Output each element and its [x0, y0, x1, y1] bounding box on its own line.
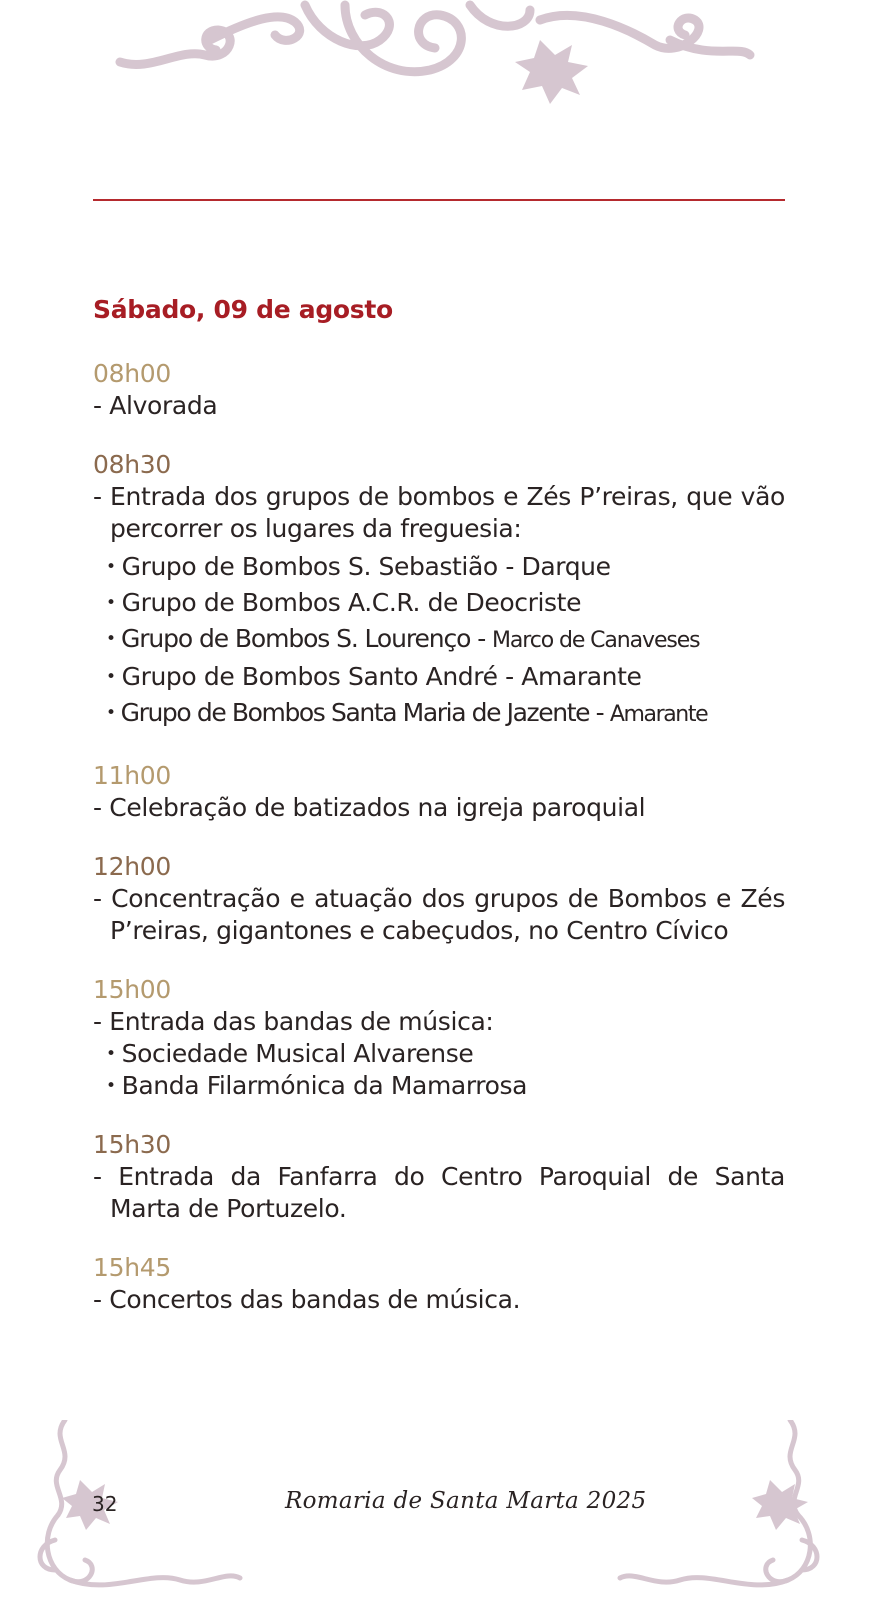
- schedule-event: [93, 974, 785, 1102]
- event-description: - Entrada da Fanfarra do Centro Paroquial de Santa Marta de Portuzelo.: [93, 1162, 785, 1223]
- event-time: 08h00: [93, 359, 171, 388]
- event-description: - Concentração e atuação dos grupos de Bombos e Zés P’reiras, gigantones e cabeçudos, no Centro Cívico: [93, 884, 785, 945]
- vine-ornament-bottom-left-icon: [30, 1420, 260, 1600]
- footer-title: Romaria de Santa Marta 2025: [285, 1488, 647, 1514]
- bands-list: [93, 1038, 785, 1102]
- list-item: • Banda Filarmónica da Mamarrosa: [106, 1070, 785, 1102]
- page-number: 32: [92, 1492, 118, 1516]
- event-description: - Entrada dos grupos de bombos e Zés P’reiras, que vão percorrer os lugares da freguesia:: [93, 482, 785, 543]
- list-item-main: Grupo de Bombos Santa Maria de Jazente -: [120, 698, 610, 727]
- schedule-event: [93, 760, 785, 824]
- schedule: [93, 358, 785, 1343]
- event-time: 15h30: [93, 1130, 171, 1159]
- event-description: - Entrada das bandas de música:: [93, 1007, 494, 1036]
- day-title: Sábado, 09 de agosto: [93, 295, 393, 324]
- list-item: • Grupo de Bombos Santo André - Amarante: [106, 659, 785, 695]
- list-item: • Grupo de Bombos S. Sebastião - Darque: [106, 549, 785, 585]
- schedule-event: [93, 358, 785, 422]
- schedule-event: [93, 851, 785, 947]
- event-time: 08h30: [93, 450, 171, 479]
- event-time: 15h00: [93, 975, 171, 1004]
- event-time: 11h00: [93, 761, 171, 790]
- list-item: [106, 621, 785, 659]
- schedule-event: [93, 1252, 785, 1316]
- header-divider: [93, 199, 785, 201]
- list-item: • Sociedade Musical Alvarense: [106, 1038, 785, 1070]
- event-description: - Concertos das bandas de música.: [93, 1285, 521, 1314]
- list-item: [106, 695, 785, 733]
- schedule-event: [93, 1129, 785, 1225]
- list-item-place: Marco de Canaveses: [491, 628, 700, 653]
- list-item: • Grupo de Bombos A.C.R. de Deocriste: [106, 585, 785, 621]
- event-description: - Alvorada: [93, 391, 218, 420]
- event-time: 12h00: [93, 852, 171, 881]
- event-description: - Celebração de batizados na igreja paroquial: [93, 793, 646, 822]
- event-time: 15h45: [93, 1253, 171, 1282]
- list-item-place: Amarante: [609, 702, 708, 727]
- vine-ornament-top-icon: [110, 0, 770, 115]
- list-item-main: Grupo de Bombos S. Lourenço -: [120, 624, 492, 653]
- bombos-groups-list: [93, 549, 785, 733]
- schedule-event: [93, 449, 785, 733]
